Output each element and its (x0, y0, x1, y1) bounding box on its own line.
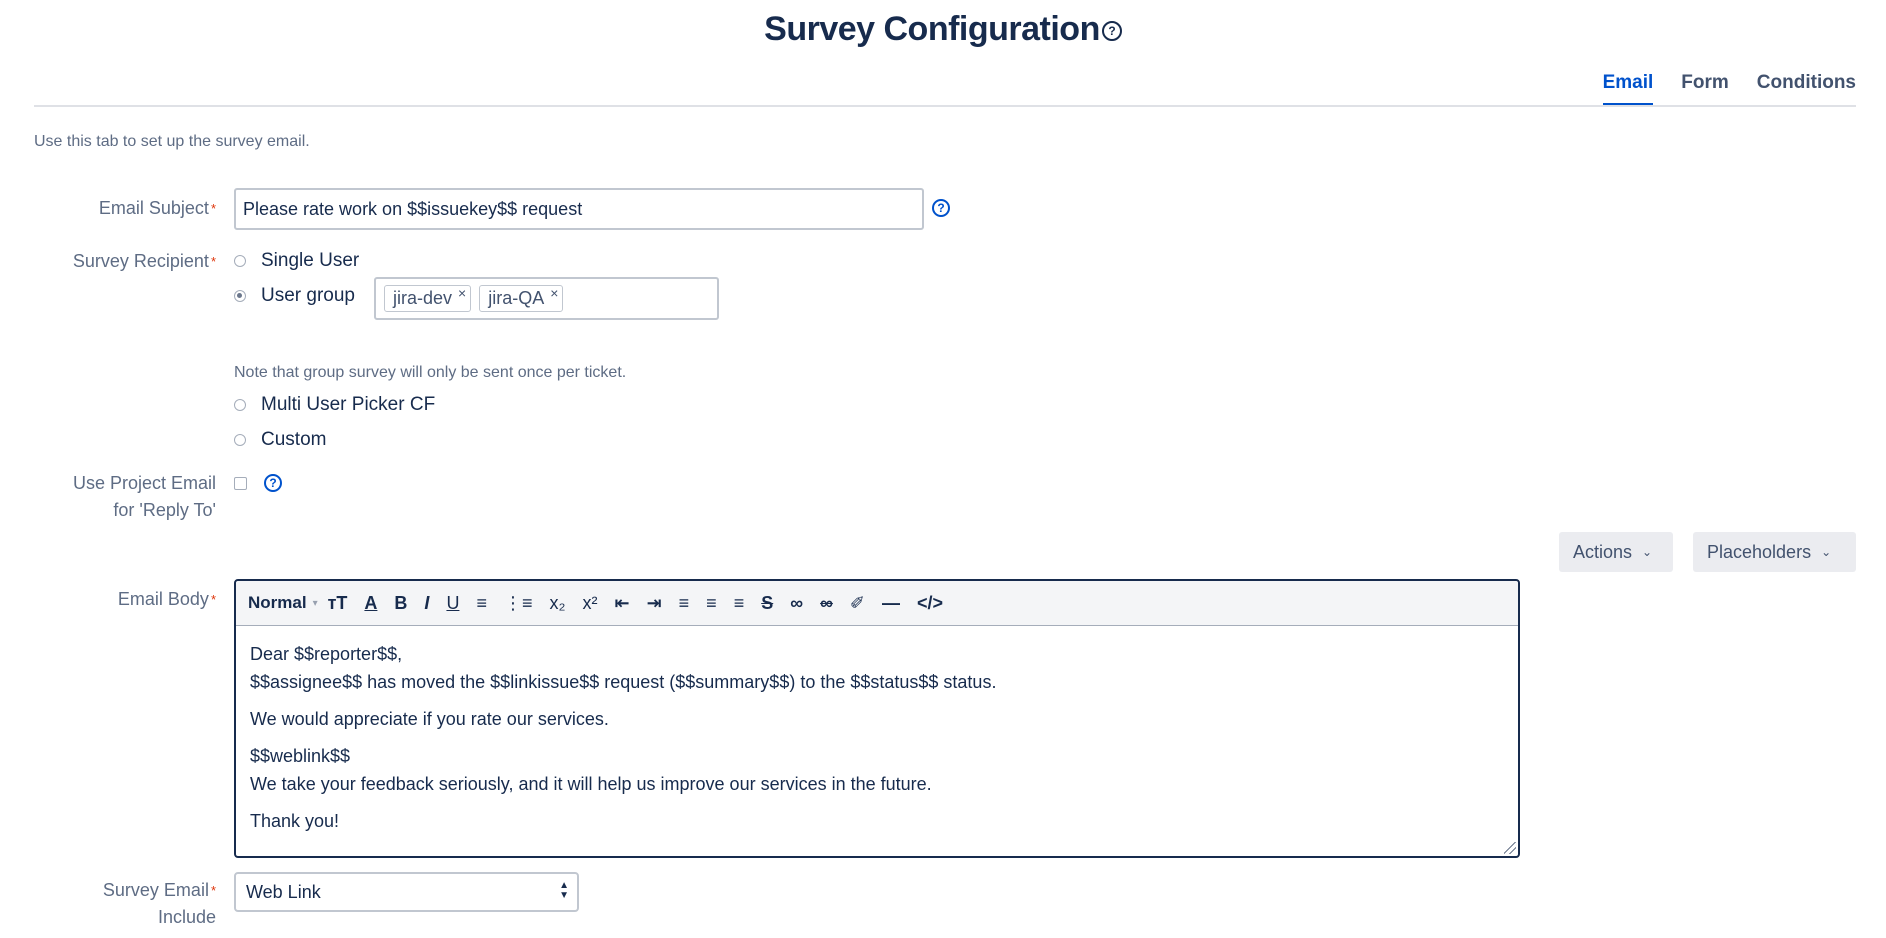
bullet-list-icon[interactable]: ⋮≡ (503, 592, 533, 613)
radio-multi-user-picker[interactable] (234, 394, 435, 416)
actions-button[interactable]: Actions ⌄ (1559, 532, 1673, 572)
body-paragraph: We would appreciate if you rate our services. (250, 709, 609, 729)
unlink-icon[interactable]: ∞ (820, 592, 833, 613)
question-circle-icon[interactable]: ? (932, 199, 950, 217)
select-arrows-icon: ▲ ▼ (559, 880, 569, 901)
align-left-icon[interactable]: ≡ (678, 592, 690, 613)
chevron-down-icon: ⌄ (1642, 545, 1653, 559)
paragraph-style-select[interactable]: Normal (248, 593, 307, 612)
tab-email[interactable]: Email (1603, 72, 1654, 106)
radio-button[interactable] (234, 399, 246, 411)
radio-user-group[interactable] (234, 285, 355, 307)
body-paragraph: $$weblink$$ We take your feedback seriously, and it will help us improve our services in the future. (250, 746, 932, 794)
body-paragraph: Thank you! (250, 811, 340, 831)
radio-custom[interactable] (234, 429, 326, 451)
required-mark: * (210, 592, 216, 607)
radio-label: User group (261, 285, 355, 306)
page-title (0, 10, 1886, 49)
radio-button[interactable] (234, 255, 246, 267)
use-project-email-label: Use Project Email for 'Reply To' (72, 473, 216, 520)
outdent-icon[interactable]: ⇤ (614, 592, 630, 613)
ordered-list-icon[interactable]: ≡ (476, 592, 487, 613)
tab-divider (34, 105, 1856, 107)
tab-bar (1603, 72, 1856, 106)
radio-label: Multi User Picker CF (261, 394, 436, 415)
resize-handle-icon[interactable] (1504, 842, 1516, 854)
link-icon[interactable]: ∞ (790, 592, 804, 613)
email-body-label: Email Body * (117, 589, 216, 609)
remove-tag-icon[interactable]: × (458, 285, 467, 301)
email-body-editor[interactable] (234, 579, 1520, 858)
radio-single-user[interactable] (234, 250, 359, 272)
italic-icon[interactable]: I (424, 592, 430, 613)
tab-conditions[interactable]: Conditions (1756, 72, 1856, 93)
survey-recipient-label: Survey Recipient * (72, 251, 216, 271)
required-mark: * (210, 201, 216, 216)
text-color-icon[interactable]: A (364, 592, 378, 613)
survey-email-include-select[interactable]: Web Link ▲ ▼ (234, 872, 579, 912)
question-circle-icon[interactable]: ? (1102, 21, 1122, 41)
clear-format-icon[interactable]: ✐ (849, 592, 865, 613)
email-subject-label: Email Subject * (98, 198, 216, 218)
group-note: Note that group survey will only be sent once per ticket. (234, 364, 627, 381)
code-icon[interactable]: </> (917, 592, 944, 613)
email-subject-input[interactable] (234, 188, 924, 230)
subscript-icon[interactable]: x₂ (549, 592, 566, 613)
bold-icon[interactable]: B (394, 592, 408, 613)
superscript-icon[interactable]: x² (582, 592, 598, 613)
radio-label: Single User (261, 250, 360, 271)
question-circle-icon[interactable]: ? (264, 474, 282, 492)
tab-form[interactable]: Form (1681, 72, 1729, 93)
required-mark: * (210, 254, 216, 269)
chevron-down-icon: ⌄ (1821, 545, 1832, 559)
radio-label: Custom (261, 429, 327, 450)
chevron-down-icon[interactable]: ▾ (312, 597, 318, 609)
intro-text: Use this tab to set up the survey email. (34, 133, 310, 150)
required-mark: * (210, 883, 216, 898)
remove-tag-icon[interactable]: × (550, 285, 559, 301)
radio-button[interactable] (234, 290, 246, 302)
body-paragraph: Dear $$reporter$$, $$assignee$$ has moved the $$linkissue$$ request ($$summary$$) to the $$status$$ status. (250, 644, 997, 692)
survey-email-include-label: Survey Email * Include (102, 880, 216, 927)
radio-button[interactable] (234, 434, 246, 446)
group-tag: jira-QA × (479, 285, 563, 312)
group-tag: jira-dev × (384, 285, 471, 312)
editor-content[interactable] (236, 626, 1518, 858)
use-project-email-checkbox[interactable] (234, 477, 247, 490)
text-size-icon[interactable]: тT (327, 592, 348, 613)
placeholders-button[interactable]: Placeholders ⌄ (1693, 532, 1856, 572)
editor-toolbar (236, 581, 1518, 626)
user-group-picker[interactable] (374, 277, 719, 320)
horizontal-rule-icon[interactable]: — (882, 592, 900, 613)
align-center-icon[interactable]: ≡ (706, 592, 717, 613)
align-right-icon[interactable]: ≡ (733, 592, 745, 613)
underline-icon[interactable]: U (446, 592, 460, 613)
indent-icon[interactable]: ⇥ (646, 592, 662, 613)
page-title-text: Survey Configuration (764, 10, 1100, 48)
strikethrough-icon[interactable]: S (761, 592, 774, 613)
